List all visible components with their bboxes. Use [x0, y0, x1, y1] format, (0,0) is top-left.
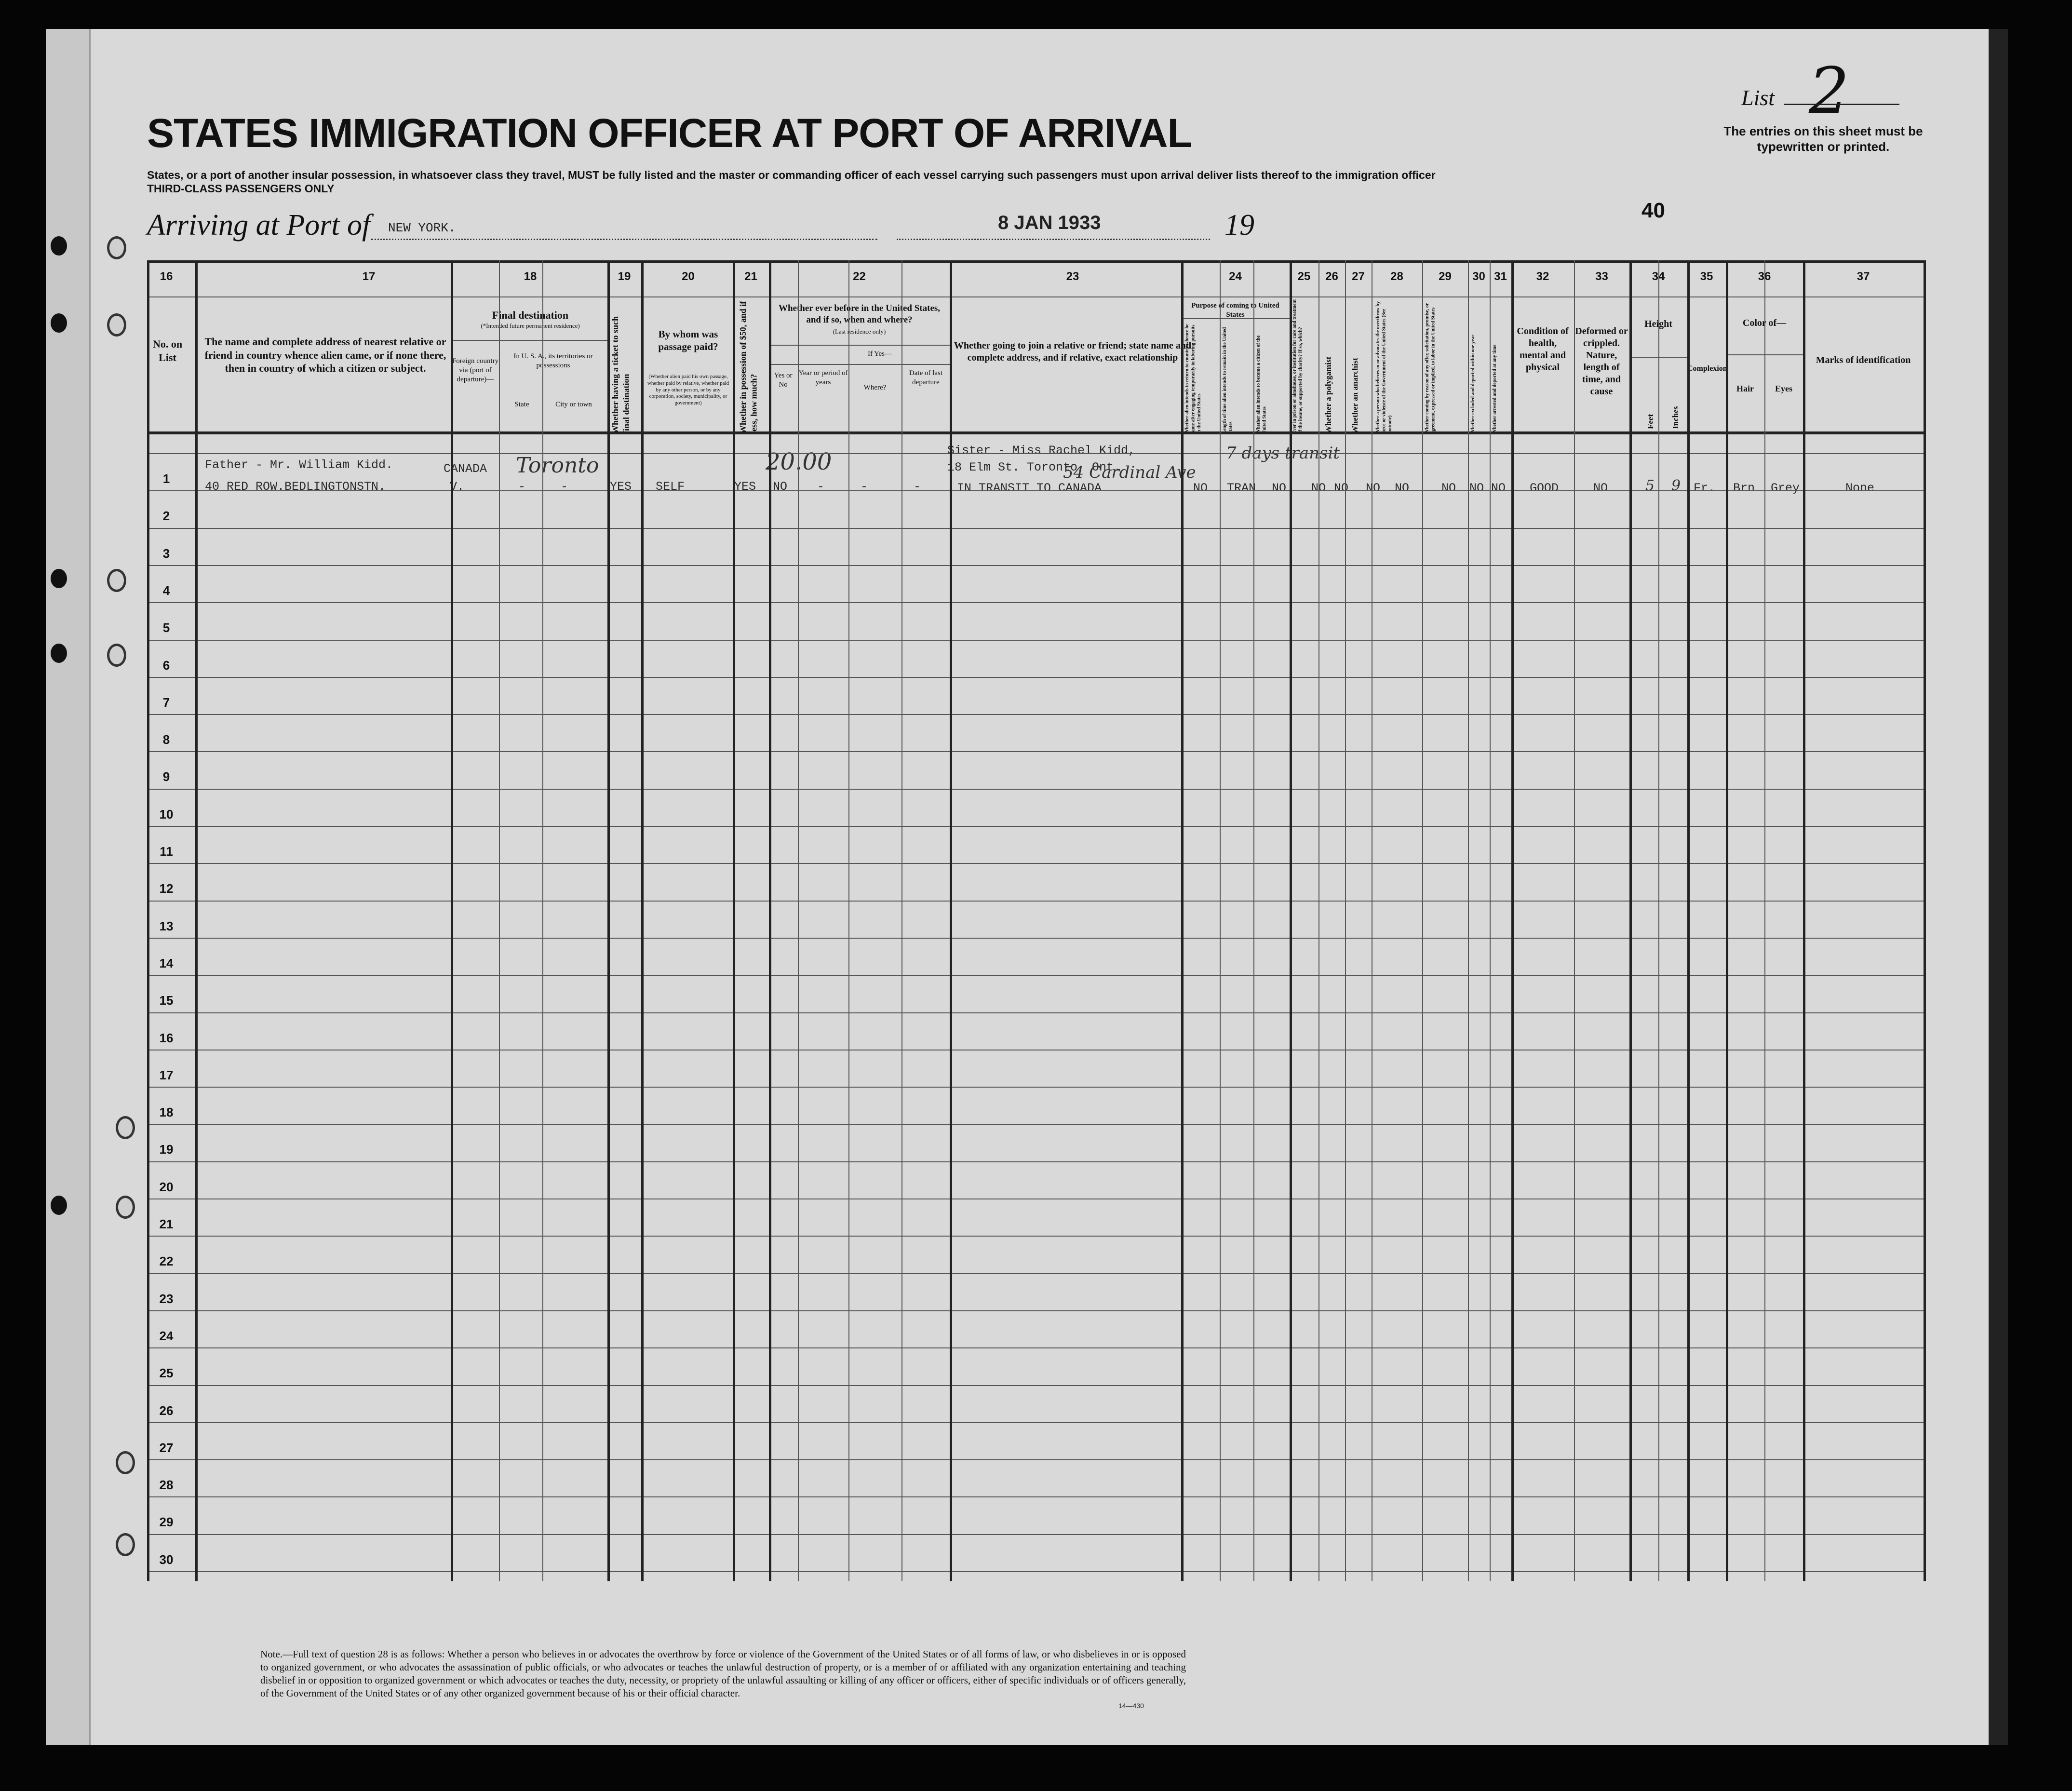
year-value: 40	[1641, 199, 1665, 222]
binder-ring-icon	[116, 1196, 135, 1219]
row-rule	[147, 1198, 1924, 1199]
header-if-yes: If Yes—	[867, 350, 892, 358]
subtitle-line: States, or a port of another insular possession, in whatsoever class they travel, MUST be fully listed and the master or commanding officer of each vessel carrying such passengers must upon arrival deliver lists thereof to the immigration officer	[147, 169, 1436, 181]
column-number: 30	[1472, 270, 1485, 283]
header-state: State	[514, 401, 529, 408]
binder-hole-icon	[51, 236, 67, 256]
header-polygamist: Whether a polygamist	[1324, 356, 1333, 434]
column-rule	[901, 260, 902, 1581]
length-handwritten: 7 days transit	[1226, 444, 1340, 463]
polygamist-value: NO	[1334, 481, 1349, 495]
typewritten-notice: The entries on this sheet must be typewritten or printed.	[1723, 124, 1923, 154]
header-sub-rule	[769, 345, 950, 346]
column-rule	[1290, 260, 1292, 1581]
anarchist-value: NO	[1366, 481, 1381, 495]
column-rule	[1658, 260, 1659, 1581]
column-number: 24	[1229, 270, 1242, 283]
join-transit: IN TRANSIT TO CANADA	[957, 481, 1102, 495]
header-final-destination: Final destination	[492, 309, 569, 321]
date-stamp: 8 JAN 1933	[998, 212, 1101, 233]
row-rule	[147, 677, 1924, 678]
row-rule	[147, 1534, 1924, 1535]
marks-value: None	[1845, 481, 1875, 495]
row-number: 14	[159, 956, 174, 970]
paid-by-value: SELF	[656, 480, 685, 494]
join-relative-address: 18 Elm St. Toronto, Ont.	[947, 460, 1121, 474]
row-number: 16	[159, 1030, 174, 1045]
row-rule	[147, 1459, 1924, 1460]
row-number: 21	[159, 1217, 174, 1231]
list-number: 2	[1809, 54, 1849, 128]
header-feet: Feet	[1646, 414, 1655, 429]
column-rule	[1511, 260, 1514, 1581]
eyes-value: Grey	[1771, 481, 1800, 495]
header-overthrow: Whether a person who believes in or advocates the overthrow by force or violence of the Government of the United States (See footnote)	[1375, 301, 1393, 434]
row-number: 24	[159, 1328, 174, 1343]
row-number: 12	[159, 881, 174, 896]
header-prison: Ever in prison or almshouse, or institution for care and treatment of the insane, or supported by charity? If so, which?	[1292, 299, 1304, 434]
column-rule	[542, 260, 543, 1581]
binder-hole-icon	[51, 313, 67, 333]
row-number: 15	[159, 993, 174, 1008]
port-dotted-line	[371, 239, 877, 240]
binder-hole-icon	[51, 1196, 67, 1215]
binder-hole-icon	[51, 644, 67, 663]
column-rule	[1468, 260, 1469, 1581]
row-number: 25	[159, 1366, 174, 1381]
column-number: 22	[853, 270, 866, 283]
header-sub-rule	[769, 364, 950, 365]
year-period-value: -	[817, 480, 825, 494]
row-rule	[147, 602, 1924, 603]
row-number: 27	[159, 1440, 174, 1455]
prison-value: NO	[1311, 481, 1326, 495]
header-final-destination-note: (*Intended future permanent residence)	[481, 322, 580, 329]
header-ticket: Whether having a ticket to such final destination	[610, 316, 631, 434]
column-rule	[769, 260, 771, 1581]
column-rule	[1574, 260, 1575, 1581]
header-ever-before-us: Whether ever before in the United States, and if so, when and where?	[778, 303, 941, 325]
row-rule	[147, 938, 1924, 939]
header-passage-paid: By whom was passage paid?	[658, 328, 718, 353]
city-value: -	[561, 480, 568, 494]
column-rule	[195, 260, 198, 1581]
binder-ring-icon	[107, 313, 126, 337]
column-rule	[147, 260, 149, 1581]
row-rule	[147, 1124, 1924, 1125]
where-value: -	[861, 480, 868, 494]
list-underline	[1784, 104, 1899, 105]
column-number: 26	[1325, 270, 1338, 283]
column-number: 28	[1390, 270, 1403, 283]
hair-value: Brn	[1733, 481, 1755, 495]
binder-ring-icon	[116, 1116, 135, 1139]
row-number: 6	[162, 658, 170, 673]
header-health: Condition of health, mental and physical	[1517, 326, 1569, 373]
column-rule	[1220, 260, 1221, 1581]
binder-ring-icon	[116, 1451, 135, 1474]
column-number: 27	[1352, 270, 1365, 283]
row-number: 17	[159, 1067, 174, 1082]
column-number: 35	[1700, 270, 1713, 283]
row-rule	[147, 863, 1924, 864]
departure-value: -	[914, 480, 921, 494]
header-yes-no: Yes or No	[774, 372, 793, 389]
join-relative-name: Sister - Miss Rachel Kidd,	[947, 444, 1136, 458]
row-number: 1	[162, 471, 170, 486]
column-number: 31	[1494, 270, 1507, 283]
column-rule	[1422, 260, 1423, 1581]
header-last-residence: (Last residence only)	[833, 328, 886, 335]
column-number: 36	[1758, 270, 1771, 283]
purpose-citizen-value: NO	[1272, 481, 1287, 495]
header-labor-offer: Whether coming by reason of any offer, solicitation, promise, or agreement, expressed or implied, to labor in the United States	[1425, 303, 1436, 434]
column-number: 32	[1536, 270, 1549, 283]
labor-offer-value: NO	[1441, 481, 1456, 495]
column-number: 21	[744, 270, 757, 283]
column-number: 37	[1857, 270, 1870, 283]
row-number: 13	[159, 918, 174, 933]
header-excluded: Whether excluded and deported within one year	[1470, 335, 1476, 434]
manifest-table	[147, 260, 1924, 1581]
column-rule	[733, 260, 735, 1581]
header-complexion: Complexion	[1687, 364, 1727, 373]
header-purpose: Purpose of coming to United States	[1191, 302, 1279, 319]
binder-ring-icon	[116, 1533, 135, 1556]
feet-value: 5	[1645, 477, 1655, 494]
column-rule	[848, 260, 849, 1581]
row-rule	[147, 1347, 1924, 1348]
row-rule	[147, 1161, 1924, 1162]
overthrow-value: NO	[1395, 481, 1410, 495]
column-rule	[1629, 260, 1632, 1581]
header-passage-paid-note: (Whether alien paid his own passage, whether paid by relative, whether paid by any other person, or by any corporation, society, municipality, or government)	[647, 374, 729, 406]
header-purpose-length: Length of time alien intends to remain in the United States	[1222, 327, 1234, 434]
header-foreign-country: Foreign country via (port of departure)—	[452, 357, 499, 383]
state-value: -	[518, 480, 526, 494]
page-title: STATES IMMIGRATION OFFICER AT PORT OF ARRIVAL	[147, 110, 1192, 156]
city-handwritten: Toronto	[516, 453, 599, 478]
binder-strip	[46, 29, 91, 1745]
deported-value: NO	[1491, 481, 1506, 495]
health-value: GOOD	[1530, 481, 1559, 495]
purpose-return-value: NO	[1193, 481, 1208, 495]
row-number: 3	[162, 546, 170, 561]
row-rule	[147, 751, 1924, 752]
header-deformed: Deformed or crippled. Nature, length of time, and cause	[1575, 326, 1628, 397]
footnote-question-28: Note.—Full text of question 28 is as follows: Whether a person who believes in or advocates the overthrow by force or violence of the Government of the United States or of all forms of law, or who disbelieves in or is opposed to organized government, or who advocates the assassination of public officials, or who advocates or teaches the unlawful destruction of property, or is a member of or affiliated with any organization entertaining and teaching disbelief in or opposition to organized government or which advocates or teaches the duty, necessity, or propriety of the unlawful assaulting or killing of any officer or officers, either of specific individuals or of officers generally, of the Government of the United States or of any other organized government because of his or their official character.	[260, 1648, 1186, 1699]
binder-ring-icon	[107, 569, 126, 592]
header-no-on-list: No. on List	[152, 338, 183, 364]
row-number: 22	[159, 1254, 174, 1269]
row-number: 30	[159, 1552, 174, 1567]
column-rule	[1726, 260, 1728, 1581]
header-fifty-dollars: Whether in possession of $50, and if less, how much?	[738, 301, 759, 434]
column-rule	[1345, 260, 1346, 1581]
page-edge	[1989, 29, 2008, 1745]
row-rule	[147, 1496, 1924, 1497]
date-dotted-line	[897, 239, 1210, 240]
row-rule	[147, 789, 1924, 790]
header-anarchist: Whether an anarchist	[1350, 357, 1359, 434]
header-last-departure: Date of last departure	[909, 369, 943, 386]
row-rule	[147, 714, 1924, 715]
row-rule	[147, 1310, 1924, 1311]
header-purpose-citizen: Whether alien intends to become a citizen of the United States	[1256, 335, 1267, 434]
passenger-class-label: THIRD-CLASS PASSENGERS ONLY	[147, 182, 335, 195]
row-number: 9	[162, 769, 170, 784]
row-number: 8	[162, 732, 170, 747]
row-number: 2	[162, 509, 170, 524]
header-color-of: Color of—	[1742, 318, 1787, 328]
row-number: 10	[159, 807, 174, 821]
column-rule	[1924, 260, 1926, 1581]
row-rule	[147, 826, 1924, 827]
relative-address: 40 RED ROW.BEDLINGTONSTN.	[205, 480, 386, 494]
row-number: 5	[162, 620, 170, 635]
row-rule	[147, 1012, 1924, 1013]
header-hair: Hair	[1736, 384, 1754, 393]
header-nearest-relative: The name and complete address of nearest relative or friend in country whence alien came, or if none there, then in country of which a citizen or subject.	[204, 336, 446, 374]
row-rule	[147, 975, 1924, 976]
header-marks: Marks of identification	[1816, 355, 1911, 365]
header-inches: Inches	[1671, 406, 1680, 429]
before-us-value: NO	[773, 480, 788, 494]
column-rule	[798, 260, 799, 1581]
column-rule	[1490, 260, 1491, 1581]
column-number: 16	[160, 270, 173, 283]
row-rule	[147, 1087, 1924, 1088]
header-city: City or town	[555, 401, 592, 408]
row-number: 4	[162, 583, 170, 598]
grid-line	[147, 431, 1924, 434]
column-rule	[1181, 260, 1184, 1581]
year-label: 19	[1224, 209, 1254, 242]
column-number: 17	[362, 270, 376, 283]
column-number: 20	[682, 270, 695, 283]
row-rule	[147, 490, 1924, 491]
column-rule	[641, 260, 644, 1581]
row-rule	[147, 528, 1924, 529]
inches-value: 9	[1671, 477, 1681, 494]
row-rule	[147, 565, 1924, 566]
port-value: NEW YORK.	[388, 221, 456, 235]
binder-hole-icon	[51, 569, 67, 588]
column-rule	[451, 260, 453, 1581]
row-rule	[147, 453, 1924, 454]
column-number: 23	[1066, 270, 1079, 283]
row-number: 28	[159, 1478, 174, 1493]
grid-line	[147, 260, 1924, 263]
row-number: 23	[159, 1291, 174, 1306]
grid-line	[147, 296, 1924, 297]
header-sub-rule	[451, 340, 610, 341]
foreign-country: CANADA	[444, 462, 487, 476]
join-handwritten-address: 54 Cardinal Ave	[1063, 463, 1196, 482]
header-sub-rule	[1181, 318, 1290, 319]
row-number: 18	[159, 1105, 174, 1120]
foreign-port: V.	[450, 480, 465, 494]
row-number: 11	[160, 844, 173, 859]
column-rule	[1687, 260, 1690, 1581]
column-rule	[1253, 260, 1254, 1581]
row-number: 29	[159, 1515, 174, 1530]
header-eyes: Eyes	[1775, 384, 1792, 393]
row-rule	[147, 1385, 1924, 1386]
arriving-label: Arriving at Port of	[147, 209, 371, 242]
column-number: 19	[618, 270, 631, 283]
header-height: Height	[1644, 319, 1672, 329]
column-number: 33	[1595, 270, 1608, 283]
complexion-value: Fr.	[1694, 481, 1716, 495]
column-number: 29	[1439, 270, 1452, 283]
row-rule	[147, 640, 1924, 641]
column-number: 25	[1297, 270, 1311, 283]
relative-name: Father - Mr. William Kidd.	[205, 458, 393, 472]
list-label: List	[1741, 85, 1775, 110]
binder-ring-icon	[107, 236, 126, 259]
column-rule	[1803, 260, 1805, 1581]
header-year-period: Year or period of years	[798, 369, 848, 386]
row-rule	[147, 901, 1924, 902]
form-number: 14—430	[1118, 1702, 1144, 1710]
row-number: 26	[159, 1403, 174, 1418]
header-joining-relative: Whether going to join a relative or friend; state name and complete address, and if relative, exact relationship	[954, 340, 1192, 363]
row-number: 19	[159, 1142, 174, 1157]
column-rule	[950, 260, 952, 1581]
column-number: 18	[524, 270, 537, 283]
column-rule	[499, 260, 500, 1581]
row-rule	[147, 1422, 1924, 1423]
money-handwritten: 20.00	[766, 448, 832, 475]
ticket-value: YES	[610, 480, 632, 494]
row-number: 7	[162, 695, 170, 710]
header-arrested: Whether arrested and deported at any time	[1492, 344, 1497, 434]
header-purpose-return: Whether alien intends to return to country whence he came after engaging temporarily in laboring pursuits in the United States	[1184, 323, 1202, 434]
header-usa: In U. S. A., its territories or possessions	[513, 352, 593, 369]
row-rule	[147, 1273, 1924, 1274]
excluded-value: NO	[1469, 481, 1484, 495]
column-number: 34	[1652, 270, 1665, 283]
row-number: 20	[159, 1179, 174, 1194]
purpose-length-value: TRAN	[1227, 481, 1256, 495]
deformed-value: NO	[1593, 481, 1608, 495]
binder-ring-icon	[107, 644, 126, 667]
money-value: YES	[734, 480, 756, 494]
header-where: Where?	[863, 384, 887, 391]
row-rule	[147, 1571, 1924, 1572]
column-rule	[607, 260, 610, 1581]
column-rule	[1764, 260, 1765, 1581]
row-rule	[147, 1236, 1924, 1237]
